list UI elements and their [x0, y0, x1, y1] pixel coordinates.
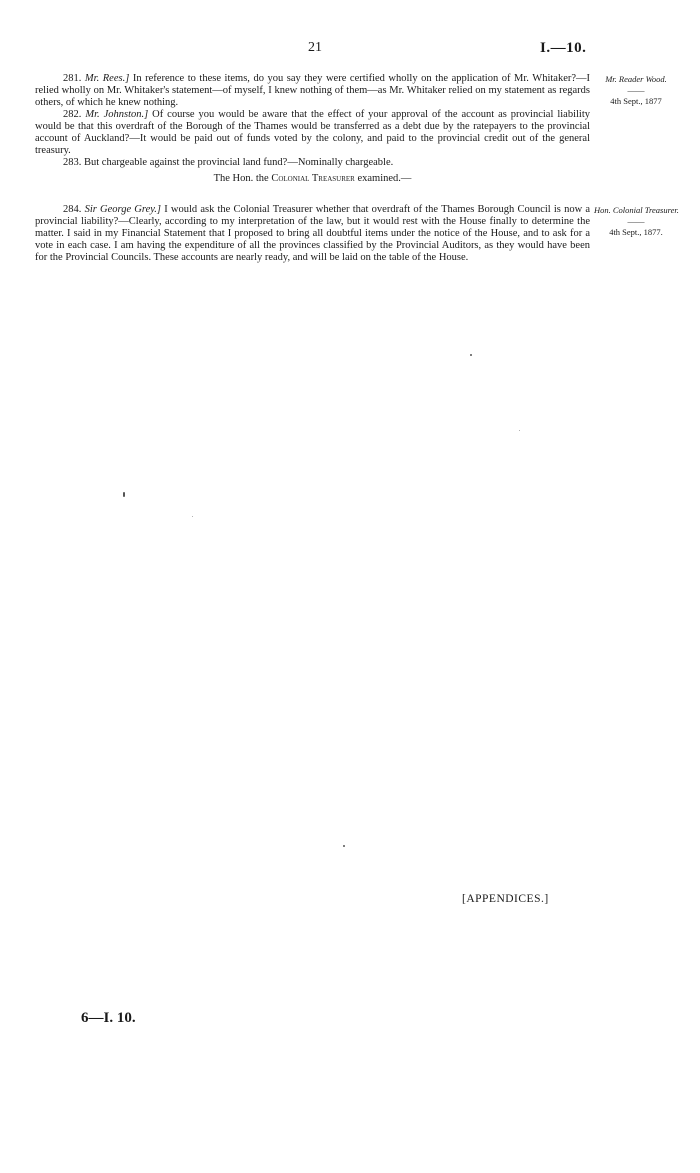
question-number: 282.: [63, 109, 82, 120]
testimony-section-one: [35, 73, 590, 193]
question-text: In reference to these items, do you say they were certified wholly on the application of Mr. Whitaker?—I relied wholly on Mr. Whitaker's statement—of myself, I knew nothing of them—as Mr. Whitaker relied on my statement as regards others, of which he knew nothing.: [35, 73, 591, 108]
footer-reference: 6—I. 10.: [81, 1010, 136, 1026]
print-speck: [343, 845, 345, 847]
margin-witness-name: Mr. Reader Wood.: [605, 74, 667, 84]
margin-note-witness-1: [594, 74, 678, 107]
examined-prefix: The Hon. the: [213, 173, 272, 184]
question-283: [35, 157, 590, 169]
speaker-name: Mr. Johnston.]: [85, 109, 149, 120]
question-text: But chargeable against the provincial land fund?—Nominally chargeable.: [81, 157, 394, 168]
testimony-section-two: [35, 204, 590, 264]
margin-dash: ——: [627, 216, 645, 226]
print-speck: [519, 430, 520, 431]
page-number: 21: [308, 40, 322, 55]
question-text: I would ask the Colonial Treasurer whether that overdraft of the Thames Borough Council is now a provincial liability?—Clearly, according to my interpretation of the law, but it would rest with the House finally to determine the matter. I said in my Financial Statement that I proposed to bring all doubtful items under the notice of the House, and to ask for a vote in each case. I am having the expenditure of all the provinces classified by the Provincial Auditors, as they would have been for the Provincial Councils. These accounts are nearly ready, and will be laid on the table of the House.: [35, 204, 590, 263]
print-speck: [192, 516, 193, 517]
margin-witness-name: Hon. Colonial Treasurer.: [594, 205, 679, 215]
margin-note-witness-2: [594, 205, 678, 238]
question-284: [35, 204, 590, 264]
document-reference: I.—10.: [540, 40, 587, 56]
appendices-label: [APPENDICES.]: [462, 893, 549, 905]
question-text: Of course you would be aware that the effect of your approval of the account as provincial liability would be that this overdraft of the Borough of the Thames would be transferred as a debt due by the ratepayers to the provincial account of Auckland?—It would be paid out of funds voted by the colony, and paid to the provincial credit out of the general treasury.: [35, 109, 590, 156]
margin-dash: ——: [627, 85, 645, 95]
question-282: [35, 109, 590, 157]
examined-title: Colonial Treasurer: [271, 173, 355, 184]
print-speck: [123, 492, 125, 497]
question-281: [35, 73, 590, 109]
examined-heading: [35, 173, 590, 185]
examined-suffix: examined.—: [354, 173, 412, 184]
question-number: 281.: [63, 73, 82, 84]
margin-date: 4th Sept., 1877: [610, 96, 662, 106]
question-number: 283.: [63, 157, 82, 168]
margin-date: 4th Sept., 1877.: [609, 227, 663, 237]
speaker-name: Mr. Rees.]: [84, 73, 130, 84]
print-speck: [470, 354, 472, 356]
question-number: 284.: [63, 204, 82, 215]
speaker-name: Sir George Grey.]: [84, 204, 162, 215]
